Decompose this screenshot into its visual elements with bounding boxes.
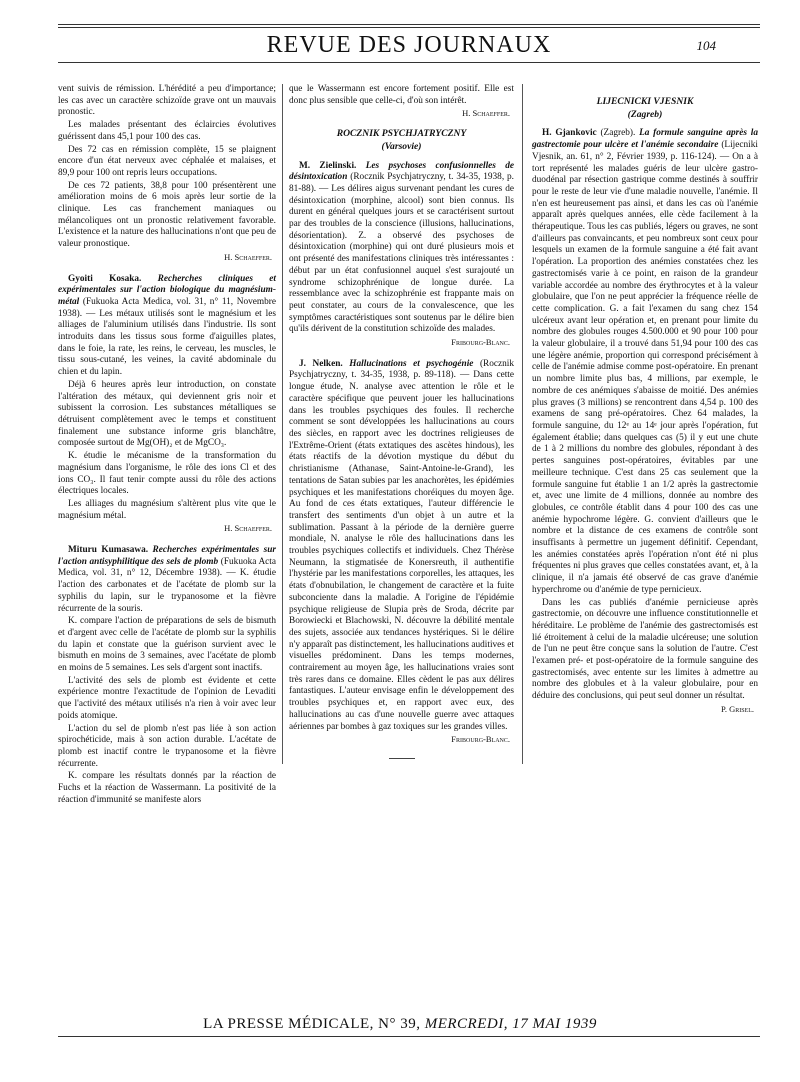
article-author: Gyoiti Kosaka. — [68, 273, 142, 284]
paragraph: K. étudie le mécanisme de la transformation du magnésium dans l'organisme, le rôle des ions Cl et des ions CO₃. Il faut tenir compte aussi du rôle des actions électriques locales. — [58, 451, 276, 497]
article-author: J. Nelken. — [299, 358, 343, 369]
article-zielinski — [289, 161, 514, 349]
paragraph: que le Wassermann est encore fortement positif. Elle est donc plus sensible que celle-ci, d'où son intérêt. — [289, 84, 514, 106]
header-rule-bottom — [58, 62, 760, 63]
article-body: (Rocznik Psychjatryczny, t. 34-35, 1938, p. 81-88). — Les délires aigus survenant pendant les cures de désintoxication (morphine, alcool) sont bien connus. Ils durent en général quelques jours et se caractérisent surtout par des troubles de la conscience (illusions, hallucinations, désorientation). Z. a observé des psychoses de désintoxication (morphine) qui ont duré plusieurs mois et ont présenté des manifestations cliniques très intéressantes : début par un état confusionnel auquel s'est surajouté un syndrome schizophrénique de longue durée. La ressemblance avec la schizophrénie est frappante mais on peut constater, au cours de la convalescence, que les symptômes caractéristiques sont soutenus par le délire bien qu'ils dérivent de la constitution schizoïde des malades. — [289, 172, 515, 335]
article-title: Les psychoses confusionnelles de désintoxication — [289, 160, 515, 183]
article-body: (Lijecniki Vjesnik, an. 61, n° 2, Février 1939, p. 116-124). — On a à tort représenté les malades guéris de leur ulcère gastro-duodénal par résection gastrique comme destinés à souffrir pour le reste de leur vie d'une maladie nouvelle, l'anémie. Il n'en est heureusement pas ainsi, et dans les cas où l'anémie apparaît après quelques années, elle cède facilement à la thérapeutique. Tous les cas publiés, légers ou graves, ne sont d'ailleurs pas convaincants, et peu nombreux sont ceux pour lesquels un examen de la formule sanguine a été fait avant l'opération. La proportion des anémies constatées chez les gastrectomisés varie à ce point, en raison de la grandeur variable accordée au nombre des érythrocytes et à la valeur globulaire, que l'on ne peut apprécier la fréquence réelle de cette complication. G. a fait l'examen du sang chez 154 ulcéreux avant leur opération et, en prenant pour limite du nombre des globules rouges 4.500.000 et 90 pour 100 pour la valeur globulaire, il a trouvé dans 51,94 pour 100 des cas une légère anémie, proportion qui correspond précisément à celle de l'anémie admise comme post-opératoire. En prenant un nombre limite plus bas, 4 millions, par exemple, le nombre de ces anémiques s'abaisse de moitié. Des anémies plus graves (3 millions) se rencontrent dans 4,54 p. 100 des examens de sang pré-opératoires. Chez 64 malades, la formule sanguine, du 12ᵉ au 14ᵉ jour après l'opération, fut également établie; dans quelques cas (5) il y eut une chute de 1 à 2 millions du nombre des globules, répondant à des pertes sanguines post-opératoires, évitables par une meilleure technique. C'est dans 25 cas seulement que la formule sanguine fut établie 1 an 1/2 après la gastrectomie et, avec une limite de 4 millions, donnée au nombre des globules, ce contrôle établit dans 4 pour 100 des cas une anémie hypochrome légère. G. convient d'ailleurs que le nombre et la distance de ces examens de contrôle sont insuffisants à permettre un jugement définitif. Cependant, les anémies constatées après l'opération n'ont été ni plus fréquentes ni plus graves que celles constatées avant, et, à la clinique, il n'a jamais été observé de cas grave d'anémie hyperchrome ou d'anémie de type pernicieux. — [532, 140, 758, 595]
footer-issue: N° 39, — [378, 1016, 421, 1032]
article-body: (Fukuoka Acta Medica, vol. 31, n° 12, Décembre 1938). — K. étudie l'action des carbonates et de l'acétate de plomb sur la syphilis du lapin, sur le trypanosome et la fièvre récurrente de la souris. — [58, 556, 277, 614]
article-title: Recherches cliniques et expérimentales sur l'action biologique du magnésium-métal — [58, 273, 276, 307]
signature: H. Schaeffer. — [224, 251, 272, 262]
signature: H. Schaeffer. — [462, 108, 510, 119]
paragraph: Déjà 6 heures après leur introduction, on constate l'altération des métaux, qui deviennent gris noir et subissent la corrosion. Les substances métalliques se détruisent complètement avec le temps et constituent finalement une substance informe gris blanchâtre, composée surtout de Mg(OH)₂ et de MgCO₃. — [58, 379, 276, 449]
article-title: Hallucinations et psychogénie — [349, 358, 474, 369]
column-2 — [289, 84, 514, 759]
paragraph: Les malades présentant des éclaircies évolutives guérissent dans 45,1 pour 100 des cas. — [58, 120, 276, 142]
article-title: Recherches expérimentales sur l'action antisyphilitique des sels de plomb — [58, 545, 276, 567]
article-kosaka — [58, 274, 276, 535]
article-author: M. Zielinski. — [299, 160, 357, 171]
article-title: La formule sanguine après la gastrectomie pour ulcère et l'anémie secondaire — [532, 128, 758, 151]
column-3 — [532, 84, 758, 722]
signature: Fribourg-Blanc. — [451, 337, 510, 348]
article-gjankovic — [532, 128, 758, 715]
paragraph: L'activité des sels de plomb est évidente et cette expérience montre l'exactitude de l'opinion de Levaditi que l'activité des métaux utilisés n'a rien à voir avec leur poids atomique. — [58, 675, 276, 721]
paragraph: Les alliages du magnésium s'altèrent plus vite que le magnésium métal. — [58, 498, 276, 521]
signature: Fribourg-Blanc. — [451, 734, 510, 745]
paragraph: L'action du sel de plomb n'est pas liée à son action spirochéticide, mais à son action durable. L'acétate de plomb est inactif contre le trypanosome et la fièvre récurrente. — [58, 723, 276, 769]
article-author: H. Gjankovic — [542, 128, 597, 139]
column-divider-1 — [282, 84, 283, 764]
journal-heading: LIJECNICKI VJESNIK — [596, 96, 694, 107]
header-rule-top — [58, 24, 760, 25]
journal-city: (Zagreb) — [627, 108, 663, 120]
signature: P. Grisel. — [721, 703, 754, 714]
footer-journal: LA PRESSE MÉDICALE, — [203, 1016, 374, 1032]
page-title: REVUE DES JOURNAUX — [266, 32, 552, 58]
article-author: Mituru Kumasawa. — [68, 545, 149, 556]
paragraph: Des 72 cas en rémission complète, 15 se plaignent encore d'un état nerveux avec céphalée et malaises, et 89,9 pour 100 ont repris leurs occupations. — [58, 144, 276, 178]
signature: H. Schaeffer. — [224, 523, 272, 534]
page-header — [58, 32, 760, 62]
page-number: 104 — [696, 38, 716, 53]
article-body: (Fukuoka Acta Medica, vol. 31, n° 11, Novembre 1938). — Les métaux utilisés sont le magnésium et les alliages de l'aluminium utilisés dans l'industrie. Ils sont introduits dans les tissus sous forme d'aiguilles plates, dans le foie, la rate, les reins, le cerveau, les muscles, le tissu sous-cutané, les veines, la cavité abdominale du chien et du lapin. — [58, 296, 276, 378]
article-body: (Rocznik Psychjatryczny, t. 34-35, 1938, p. 89-118). — Dans cette longue étude, N. analyse avec attention le rôle et le caractère spécifique que peuvent jouer les hallucinations dans les troubles psychiques des foules. Il recherche comment se sont développées les hallucinations au cours des siècles, en rapport avec les doctrines religieuses de l'Extrême-Orient (états extatiques des ascètes hindous), les états réactifs de la dévotion mystique du début du christianisme (Athanase, Saint-Antoine-le-Grand), les tentations de Satan subies par les anachorètes, les épidémies psychiques et les manifestations choréiques du moyen âge. Au fond de ces états extatiques, l'auteur différencie le transfert des sentiments d'un objet à un autre et la sublimation. Passant à la période de la dernière guerre mondiale, N. analyse le rôle des hallucinations dans les troubles psychiques collectifs et individuels. Chez Thérèse Neumann, la stigmatisée de Konersreuth, il authentifie l'hystérie par les manifestations corporelles, les attaques, les états d'obnubilation, le changement de caractère et la fuite subconciente dans la maladie. A l'origine de l'épidémie psychique religieuse de Slupia près de Sroda, décrite par Borowiecki et Blachowski, N. découvre la débilité mentale des sujets, associée aux tendances hystériques. Si le délire n'y apparaît pas distinctement, les hallucinations auditives et visuelles prédominent. Dans les temps modernes, contrairement au moyen âge, les hallucinations vraies sont très rares dans ce domaine. Elles cèdent le pas aux délires fantastiques. L'auteur envisage enfin le développement des troubles psychiques et, en rapport avec eux, des hallucinations au cas d'une nouvelle guerre avec attaques aériennes par bombes à gaz toxiques sur les grandes villes. — [289, 358, 515, 732]
article-affiliation: (Zagreb). — [600, 128, 636, 139]
page-footer — [0, 1016, 800, 1033]
article-kumasawa — [58, 545, 276, 806]
paragraph: Dans les cas publiés d'anémie pernicieuse après gastrectomie, on découvre une influence constitutionnelle et héréditaire. Le problème de l'anémie des gastrectomisés est lié étroitement à celui de la maladie ulcéreuse; une solution de l'un ne peut être conçue sans la solution de l'autre. C'est l'examen pré- et post-opératoire de la formule sanguine des gastrectomisés, avec entente sur les limites à admettre au nombre des globules et à la valeur globulaire, pour en déduire des conclusions, qui peut seul donner un résultat. — [532, 597, 758, 702]
paragraph: De ces 72 patients, 38,8 pour 100 présentèrent une amélioration moins de 6 mois après leur sortie de la clinique. Les cas franchement maniaques ou mélancoliques ont un pronostic relativement favorable. L'existence et la nature des hallucinations n'ont que peu de valeur pronostique. — [58, 180, 276, 250]
column-1 — [58, 84, 276, 807]
footer-date: MERCREDI, 17 MAI 1939 — [424, 1016, 597, 1032]
article-nelken — [289, 359, 514, 746]
journal-city: (Varsovie) — [381, 140, 422, 152]
column-divider-2 — [522, 84, 523, 764]
section-ornament — [389, 758, 415, 759]
paragraph: K. compare les résultats donnés par la réaction de Fuchs et la réaction de Wassermann. La positivité de la réaction d'immunité se manifeste alors — [58, 771, 276, 805]
paragraph: vent suivis de rémission. L'hérédité a peu d'importance; les cas avec un caractère schizoïde grave ont un mauvais pronostic. — [58, 84, 276, 118]
header-rule-top-2 — [58, 27, 760, 28]
journal-heading: ROCZNIK PSYCHJATRYCZNY — [336, 128, 467, 140]
paragraph: K. compare l'action de préparations de sels de bismuth et d'argent avec celle de l'acétate de plomb sur la syphilis du lapin et constate que la guérison survient avec le bismuth en moins de 3 semaines, avec l'acétate de plomb en moins de 5 semaines. Les sels d'argent sont inactifs. — [58, 616, 276, 674]
footer-rule — [58, 1036, 760, 1037]
